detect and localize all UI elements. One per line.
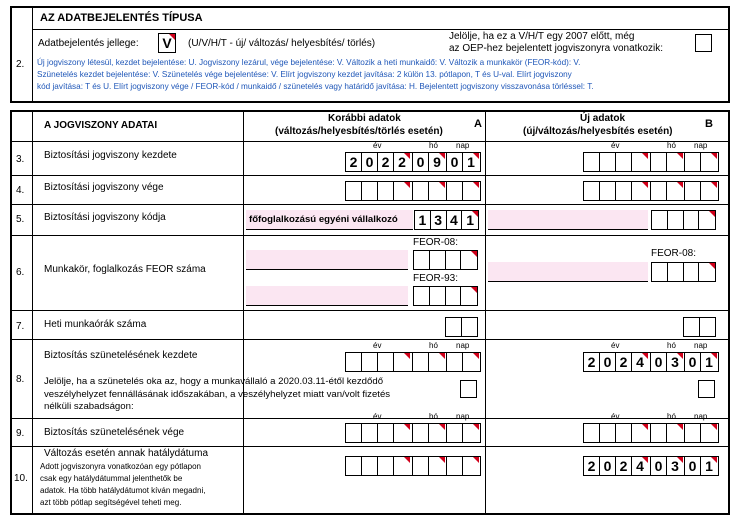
date-digit: 0 [600,457,616,475]
date-digit [429,353,445,371]
col-b-letter: B [705,118,713,130]
date-digit [685,424,701,442]
date-digit [651,153,667,171]
row-10-b-date-day[interactable] [684,456,719,476]
date-label-ev: év [611,341,620,350]
date-label-ho: hó [429,141,438,150]
date-digit [667,153,683,171]
date-digit [394,353,410,371]
jelleg-label: Adatbejelentés jellege: [38,38,139,49]
date-label-nap: nap [456,341,470,350]
date-label-ev: év [611,141,620,150]
date-digit [346,424,362,442]
col-divider-b [485,111,486,514]
code-digit [668,211,684,229]
row-3-b-date-month[interactable] [650,152,685,172]
row-6-a-feor93-text[interactable] [246,286,408,306]
date-digit: 3 [667,457,683,475]
type-section-header-line [32,29,729,30]
col-a-letter: A [474,118,482,130]
date-digit [378,457,394,475]
row-3-a-date-day[interactable] [446,152,481,172]
date-digit [413,424,429,442]
date-digit [600,153,616,171]
date-digit: 0 [685,457,701,475]
date-digit: 0 [651,353,667,371]
date-label-ho: hó [429,412,438,421]
date-digit [413,353,429,371]
row-10-a-date-day[interactable] [446,456,481,476]
col-a-title: Korábbi adatok [328,113,401,124]
row-8-a-date-year[interactable] [345,352,414,372]
date-digit [413,182,429,200]
row-10-b-date-month[interactable] [650,456,685,476]
row-10-note-3: adatok. Ha több hatálydátumot kíván megadni, [40,486,206,495]
row-9-b-date-month[interactable] [650,423,685,443]
col-b-title: Új adatok [580,113,626,124]
date-digit [378,424,394,442]
date-digit: 4 [632,353,648,371]
row-10-note-1: Adott jogviszonyra vonatkozóan egy pótlapon [40,462,201,471]
row-4-a-date-month[interactable] [412,181,447,201]
date-label-nap: nap [694,141,708,150]
row-no-8: 8. [16,374,25,385]
row-8-note-1: Jelölje, ha a szünetelés oka az, hogy a munkavállaló a 2020.03.11-étől kezdődő [44,376,384,387]
row-no-10: 10. [14,473,28,484]
date-digit [447,182,463,200]
blue-note-line3: kód javítása: T és U. Elírt jogviszony vége / FEOR-kód / munkaidő / szünetelés vagy határidő javítása: H. Bejelentett jogviszony visszavonása törléssel: T. [37,82,594,91]
date-digit [685,153,701,171]
date-digit: 2 [616,457,632,475]
oep-note-line2: az OEP-hez bejelentett jogviszonyra vonatkozik: [449,43,663,54]
row-10-note-4: azt több pótlap segítségével teheti meg. [40,498,182,507]
date-digit: 9 [429,153,445,171]
date-digit [362,424,378,442]
row-6-a-feor08-text[interactable] [246,250,408,270]
col-b-subtitle: (új/változás/helyesbítés esetén) [523,126,673,137]
row-no-9: 9. [16,428,25,439]
date-digit [447,457,463,475]
date-digit [651,182,667,200]
date-digit [447,424,463,442]
row-10-note-2: csak egy hatálydátummal jelenthetők be [40,474,183,483]
row-7-b-hours[interactable] [683,317,716,337]
row-label-7: Heti munkaórák száma [44,319,147,330]
row-9-a-date-year[interactable] [345,423,414,443]
date-digit [394,457,410,475]
blue-note-line2: Szünetelés kezdet bejelentése: V. Szünetelés vége bejelentése: V. Elírt jogviszony kezdet javítása: 2 külön 13. pótlapon, T és U-val. Elírt jogviszony [37,70,572,79]
row-6-a-feor93-label: FEOR-93: [413,273,459,284]
row-line [11,418,729,419]
date-digit [429,457,445,475]
row-line [11,310,729,311]
blue-note-line1: Új jogviszony létesül, kezdet bejelentése: U. Jogviszony lezárul, vége bejelentése: V. Változik a heti munkaidő: V. Változik a munkakör (FEOR-kód): V. [37,58,581,67]
date-digit [394,424,410,442]
row-label-6: Munkakör, foglalkozás FEOR száma [44,264,206,275]
row-4-a-date-day[interactable] [446,181,481,201]
jelleg-options: (U/V/H/T - új/ változás/ helyesbítés/ törlés) [188,38,376,49]
date-label-nap: nap [456,141,470,150]
jelleg-input[interactable] [158,33,176,53]
row-8-note-2: veszélyhelyzet fennállásának időszakában, a veszélyhelyzet miatt van/volt fizetés [44,389,391,400]
row-number-2: 2. [16,59,25,70]
row-9-a-date-month[interactable] [412,423,447,443]
date-label-ev: év [373,412,382,421]
date-digit [584,153,600,171]
row-no-5: 5. [16,214,25,225]
date-digit [429,182,445,200]
oep-note-line1: Jelölje, ha ez a V/H/T egy 2007 előtt, még [449,31,635,42]
date-digit [413,457,429,475]
date-digit: 0 [413,153,429,171]
row-label-3: Biztosítási jogviszony kezdete [44,150,177,161]
date-label-nap: nap [694,412,708,421]
date-digit: 1 [463,153,479,171]
row-4-a-date-year[interactable] [345,181,414,201]
date-digit: 2 [616,353,632,371]
type-section-divider [32,7,33,102]
row-line [11,204,729,205]
date-digit [362,353,378,371]
row-label-8: Biztosítás szünetelésének kezdete [44,350,198,361]
col-divider-no [32,111,33,514]
code-digit [652,211,668,229]
row-8-b-date-day[interactable] [684,352,719,372]
date-digit [394,182,410,200]
date-digit: 2 [378,153,394,171]
date-digit: 4 [632,457,648,475]
type-section-title: AZ ADATBEJELENTÉS TÍPUSA [40,12,203,24]
date-digit [362,457,378,475]
row-10-a-date-month[interactable] [412,456,447,476]
row-6-b-feor08-code[interactable] [651,262,716,282]
date-digit [346,353,362,371]
date-digit: 0 [447,153,463,171]
row-8-b-date-year[interactable] [583,352,652,372]
col-divider-a [243,111,244,514]
date-digit [632,424,648,442]
row-8-b-checkbox[interactable] [698,380,715,398]
date-digit [685,182,701,200]
date-digit [616,153,632,171]
row-8-a-checkbox[interactable] [460,380,477,398]
date-label-ev: év [373,341,382,350]
date-digit [378,182,394,200]
row-7-a-hours[interactable] [445,317,478,337]
date-label-ho: hó [667,341,676,350]
date-digit: 2 [394,153,410,171]
date-digit [362,182,378,200]
date-label-ev: év [611,412,620,421]
row-label-10: Változás esetén annak hatálydátuma [44,448,208,459]
row-9-b-date-year[interactable] [583,423,652,443]
date-digit: 3 [667,353,683,371]
date-digit [463,353,479,371]
row-line [11,141,729,142]
code-digit: 1 [462,211,478,229]
date-digit: 0 [651,457,667,475]
row-5-b-text-field[interactable] [488,210,648,230]
row-3-a-date-month[interactable] [412,152,447,172]
date-digit [616,182,632,200]
date-digit [463,457,479,475]
date-digit [600,182,616,200]
row-3-b-date-year[interactable] [583,152,652,172]
oep-checkbox[interactable] [695,34,712,52]
date-digit [667,424,683,442]
date-digit [447,353,463,371]
date-digit [584,182,600,200]
date-digit [600,424,616,442]
row-no-7: 7. [16,321,25,332]
date-digit [616,424,632,442]
date-digit: 2 [346,153,362,171]
row-6-a-feor08-label: FEOR-08: [413,237,459,248]
date-digit [378,353,394,371]
date-digit [463,424,479,442]
jelleg-value: V [159,34,175,52]
row-9-a-date-day[interactable] [446,423,481,443]
date-digit [701,182,717,200]
code-digit [699,211,715,229]
row-3-b-date-day[interactable] [684,152,719,172]
row-10-a-date-year[interactable] [345,456,414,476]
row-label-9: Biztosítás szünetelésének vége [44,427,185,438]
date-digit: 1 [701,457,717,475]
date-digit: 0 [685,353,701,371]
date-label-nap: nap [456,412,470,421]
date-digit: 2 [584,353,600,371]
date-digit [346,457,362,475]
row-8-a-date-day[interactable] [446,352,481,372]
row-8-note-3: nélküli szabadságon: [44,401,134,412]
row-4-b-date-day[interactable] [684,181,719,201]
date-digit [651,424,667,442]
row-4-b-date-year[interactable] [583,181,652,201]
row-label-5: Biztosítási jogviszony kódja [44,212,166,223]
row-3-a-date-year[interactable] [345,152,414,172]
row-10-b-date-year[interactable] [583,456,652,476]
row-line [11,339,729,340]
row-8-b-date-month[interactable] [650,352,685,372]
date-digit [346,182,362,200]
row-8-a-date-month[interactable] [412,352,447,372]
code-digit: 4 [447,211,463,229]
row-4-b-date-month[interactable] [650,181,685,201]
row-5-a-text: főfoglalkozású egyéni vállalkozó [249,214,398,225]
table-header-title: A JOGVISZONY ADATAI [44,120,158,131]
date-digit [701,153,717,171]
row-line [11,446,729,447]
date-digit [584,424,600,442]
date-digit [701,424,717,442]
date-digit: 0 [600,353,616,371]
date-label-ho: hó [667,412,676,421]
row-line [11,235,729,236]
code-digit: 3 [431,211,447,229]
row-6-b-feor08-label: FEOR-08: [651,248,697,259]
date-digit: 1 [701,353,717,371]
date-digit [632,182,648,200]
code-digit [684,211,700,229]
row-6-a-feor93-code[interactable] [413,286,478,306]
row-5-b-code[interactable] [651,210,716,230]
row-no-3: 3. [16,154,25,165]
date-label-nap: nap [694,341,708,350]
date-digit [463,182,479,200]
row-no-4: 4. [16,185,25,196]
date-digit: 0 [362,153,378,171]
row-6-a-feor08-code[interactable] [413,250,478,270]
date-digit [429,424,445,442]
col-a-subtitle: (változás/helyesbítés/törlés esetén) [275,126,443,137]
code-digit: 1 [415,211,431,229]
date-digit: 2 [584,457,600,475]
date-digit [632,153,648,171]
date-label-ho: hó [429,341,438,350]
date-label-ev: év [373,141,382,150]
date-digit [667,182,683,200]
row-9-b-date-day[interactable] [684,423,719,443]
row-5-a-code[interactable] [414,210,479,230]
row-6-b-feor08-text[interactable] [488,262,648,282]
date-label-ho: hó [667,141,676,150]
row-no-6: 6. [16,267,25,278]
row-line [11,175,729,176]
row-label-4: Biztosítási jogviszony vége [44,182,164,193]
